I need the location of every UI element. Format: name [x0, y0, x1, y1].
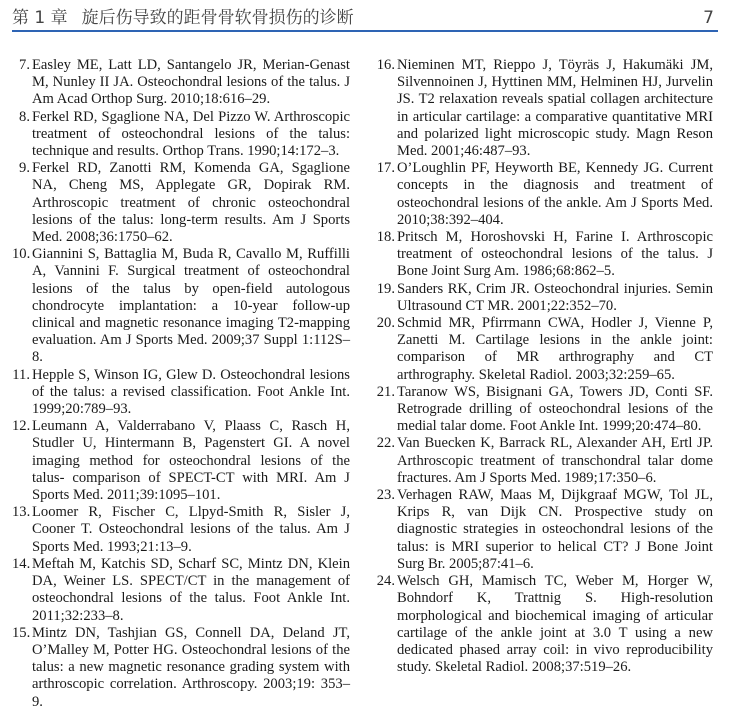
- reference-text: Sanders RK, Crim JR. Osteochondral injuries. Semin Ultrasound CT MR. 2001;22:352–70.: [397, 280, 713, 314]
- reference-item: [12, 504, 350, 556]
- reference-text: Meftah M, Katchis SD, Scharf SC, Mintz DN, Klein DA, Weiner LS. SPECT/CT in the management of osteochondral lesions of the talus. Foot Ankle Int. 2011;32:233–8.: [32, 555, 350, 624]
- reference-text: O’Loughlin PF, Heyworth BE, Kennedy JG. Current concepts in the diagnosis and treatment of osteochondral lesions of the ankle. Am J Sports Med. 2010;38:392–404.: [397, 160, 713, 228]
- reference-text: Leumann A, Valderrabano V, Plaass C, Rasch H, Studler U, Hintermann B, Pagenstert GI. A novel imaging method for osteochondral lesions of the talus- comparison of SPECT-CT with MRI. Am J Sports Med. 2011;39:1095–101.: [32, 418, 350, 504]
- reference-item: [12, 57, 350, 109]
- reference-text: Pritsch M, Horoshovski H, Farine I. Arthroscopic treatment of osteochondral lesions of the talus. J Bone Joint Surg Am. 1986;68:862–5.: [397, 229, 713, 280]
- reference-number: 19.: [376, 280, 395, 297]
- header-rule: [12, 30, 718, 32]
- reference-item: [375, 435, 713, 487]
- reference-text: Loomer R, Fischer C, Llpyd-Smith R, Sisler J, Cooner T. Osteochondral lesions of the talus. Am J Sports Med. 1993;21:13–9.: [32, 504, 350, 555]
- reference-list-right: [375, 57, 713, 676]
- page-number: 7: [703, 8, 714, 28]
- reference-item: [375, 160, 713, 229]
- reference-text: Welsch GH, Mamisch TC, Weber M, Horger W, Bohndorf K, Trattnig S. High-resolution morphological and biochemical imaging of articular cartilage of the ankle joint at 3.0 T using a new dedicated phased array coil: in vivo reproducibility study. Skeletal Radiol. 2008;37:519–26.: [397, 573, 713, 676]
- reference-number: 24.: [376, 573, 395, 590]
- reference-text: Nieminen MT, Rieppo J, Töyräs J, Hakumäki JM, Silvennoinen J, Hyttinen MM, Helminen HJ, Jurvelin JS. T2 relaxation reveals spatial collagen architecture in articular cartilage: a comparative quantitative MRI and polarized light microscopic study. Magn Reson Med. 2001;46:487–93.: [397, 57, 713, 160]
- reference-number: 20.: [376, 315, 395, 332]
- reference-number: 9.: [19, 160, 30, 177]
- chapter-label: 第 1 章: [12, 8, 68, 28]
- chapter-title: 旋后伤导致的距骨骨软骨损伤的诊断: [81, 8, 354, 28]
- running-header: [12, 2, 718, 30]
- reference-item: [375, 229, 713, 281]
- reference-text: Schmid MR, Pfirrmann CWA, Hodler J, Vienne P, Zanetti M. Cartilage lesions in the ankle joint: comparison of MR arthrography and CT arthrography. Skeletal Radiol. 2003;32:259–65.: [397, 315, 713, 383]
- reference-item: [375, 573, 713, 676]
- reference-number: 13.: [12, 504, 31, 521]
- reference-text: Easley ME, Latt LD, Santangelo JR, Merian-Genast M, Nunley II JA. Osteochondral lesions of the talus. J Am Acad Orthop Surg. 2010;18:616–29.: [32, 57, 350, 108]
- reference-text: Ferkel RD, Zanotti RM, Komenda GA, Sgaglione NA, Cheng MS, Applegate GR, Dopirak RM. Arthroscopic treatment of chronic osteochondral lesions of the talus: long-term results. Am J Sports Med. 2008;36:1750–62.: [32, 160, 350, 246]
- reference-number: 11.: [12, 366, 30, 383]
- reference-item: [12, 109, 350, 161]
- reference-number: 17.: [376, 160, 395, 177]
- reference-item: [12, 625, 350, 711]
- reference-number: 23.: [376, 487, 395, 504]
- reference-text: Mintz DN, Tashjian GS, Connell DA, Deland JT, O’Malley M, Potter HG. Osteochondral lesions of the talus: a new magnetic resonance grading system with arthroscopic correlation. Arthroscopy. 2003;19: 353–9.: [32, 624, 350, 710]
- reference-number: 18.: [376, 229, 395, 246]
- reference-item: [375, 57, 713, 160]
- reference-number: 7.: [19, 57, 30, 73]
- reference-item: [12, 160, 350, 246]
- chapter-heading: [12, 6, 354, 30]
- reference-text: Giannini S, Battaglia M, Buda R, Cavallo M, Ruffilli A, Vannini F. Surgical treatment of osteochondral lesions of the talus by open-field autologous chondrocyte implantation: a 10-year follow-up clinical and magnetic resonance imaging T2-mapping evaluation. Am J Sports Med. 2009;37 Suppl 1:112S–8.: [32, 246, 350, 366]
- reference-text: Van Buecken K, Barrack RL, Alexander AH, Ertl JP. Arthroscopic treatment of transchondral talar dome fractures. Am J Sports Med. 1989;17:350–6.: [397, 435, 713, 486]
- reference-item: [375, 487, 713, 573]
- reference-number: 21.: [376, 383, 395, 400]
- reference-text: Ferkel RD, Sgaglione NA, Del Pizzo W. Arthroscopic treatment of osteochondral lesions of the talus: technique and results. Orthop Trans. 1990;14:172–3.: [32, 108, 350, 160]
- reference-number: 10.: [12, 246, 31, 263]
- reference-item: [12, 367, 350, 419]
- reference-item: [375, 281, 713, 315]
- reference-number: 12.: [12, 418, 31, 435]
- reference-item: [375, 315, 713, 384]
- reference-text: Hepple S, Winson IG, Glew D. Osteochondral lesions of the talus: a revised classification. Foot Ankle Int. 1999;20:789–93.: [32, 366, 350, 418]
- reference-list-left: [12, 57, 350, 711]
- reference-item: [12, 418, 350, 504]
- reference-item: [375, 384, 713, 436]
- reference-number: 16.: [376, 57, 395, 73]
- reference-number: 15.: [12, 624, 31, 641]
- reference-number: 14.: [12, 555, 31, 572]
- reference-item: [12, 246, 350, 366]
- reference-number: 22.: [376, 435, 395, 452]
- reference-item: [12, 556, 350, 625]
- reference-text: Taranow WS, Bisignani GA, Towers JD, Conti SF. Retrograde drilling of osteochondral lesions of the medial talar dome. Foot Ankle Int. 1999;20:474–80.: [397, 383, 713, 435]
- reference-text: Verhagen RAW, Maas M, Dijkgraaf MGW, Tol JL, Krips R, van Dijk CN. Prospective study on diagnostic strategies in osteochondral lesions of the talus: is MRI superior to helical CT? J Bone Joint Surg Br. 2005;87:41–6.: [397, 487, 713, 572]
- reference-number: 8.: [19, 108, 30, 125]
